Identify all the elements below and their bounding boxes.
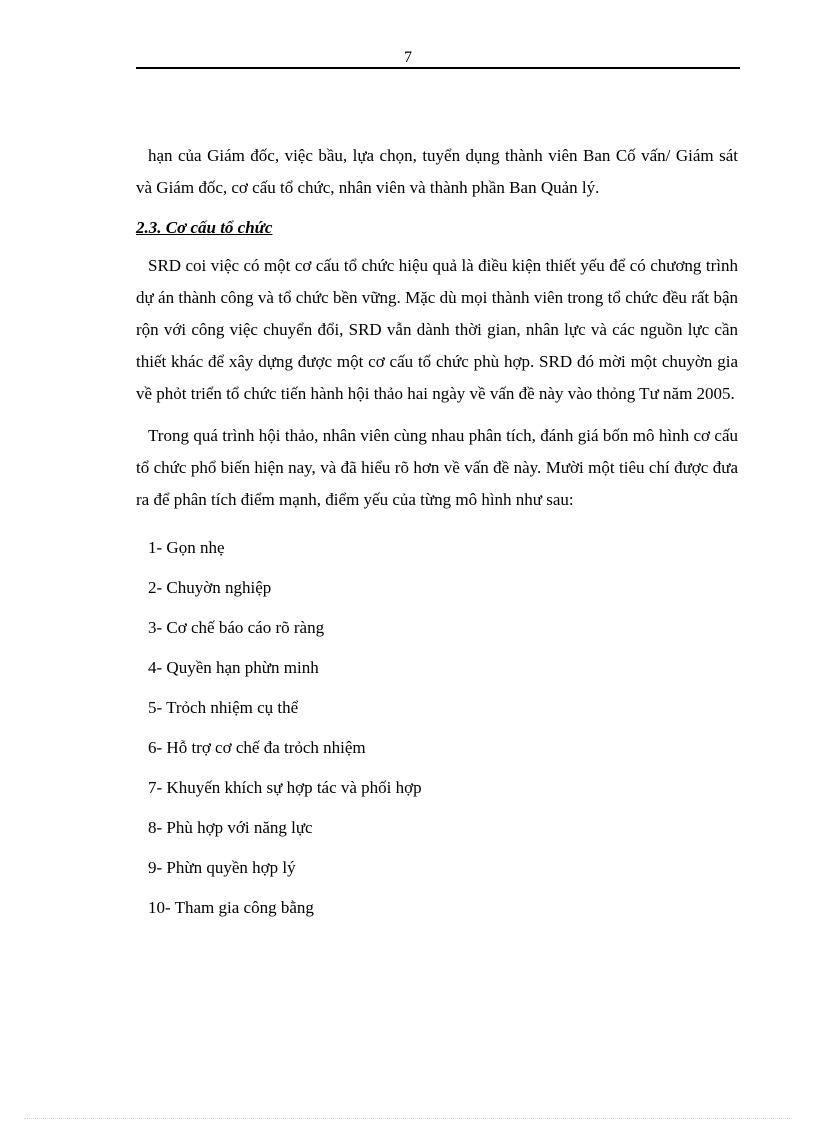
list-item: 6- Hỗ trợ cơ chế đa trỏch nhiệm <box>148 738 366 757</box>
section-heading: 2.3. Cơ cấu tổ chức <box>136 218 273 237</box>
list-item: 8- Phù hợp với năng lực <box>148 818 313 837</box>
list-item: 5- Trỏch nhiệm cụ thể <box>148 698 299 717</box>
paragraph-workshop: Trong quá trình hội thảo, nhân viên cùng nhau phân tích, đánh giá bốn mô hình cơ cấu tổ chức phổ biến hiện nay, và đã hiểu rõ hơn về vấn đề này. Mười một tiêu chí được đưa ra để phân tích điểm mạnh, điểm yếu của từng mô hình như sau: <box>136 426 738 509</box>
paragraph-structure-intro: SRD coi việc có một cơ cấu tổ chức hiệu quả là điều kiện thiết yếu để có chương trình dự án thành công và tổ chức bền vững. Mặc dù mọi thành viên trong tổ chức đều rất bận rộn với công việc chuyển đổi, SRD vẫn dành thời gian, nhân lực và các nguồn lực cần thiết khác để xây dựng được một cơ cấu tổ chức phù hợp. SRD đó mời một chuyờn gia về phỏt triển tổ chức tiến hành hội thảo hai ngày về vấn đề này vào thỏng Tư năm 2005. <box>136 256 738 403</box>
page-number: 7 <box>404 49 412 66</box>
list-item: 9- Phừn quyền hợp lý <box>148 858 296 877</box>
list-item: 10- Tham gia công bằng <box>148 898 314 917</box>
list-item: 1- Gọn nhẹ <box>148 538 225 557</box>
list-item: 2- Chuyờn nghiệp <box>148 578 272 597</box>
document-body <box>136 140 738 928</box>
list-item: 4- Quyền hạn phừn minh <box>148 658 319 677</box>
paragraph-continuation: hạn của Giám đốc, việc bầu, lựa chọn, tuyển dụng thành viên Ban Cố vấn/ Giám sát và Giám đốc, cơ cấu tổ chức, nhân viên và thành phần Ban Quản lý. <box>136 146 738 197</box>
header-rule <box>136 67 740 69</box>
list-item: 7- Khuyến khích sự hợp tác và phối hợp <box>148 778 422 797</box>
criteria-list <box>136 528 738 928</box>
list-item: 3- Cơ chế báo cáo rõ ràng <box>148 618 325 637</box>
page-bottom-border <box>24 1118 792 1119</box>
